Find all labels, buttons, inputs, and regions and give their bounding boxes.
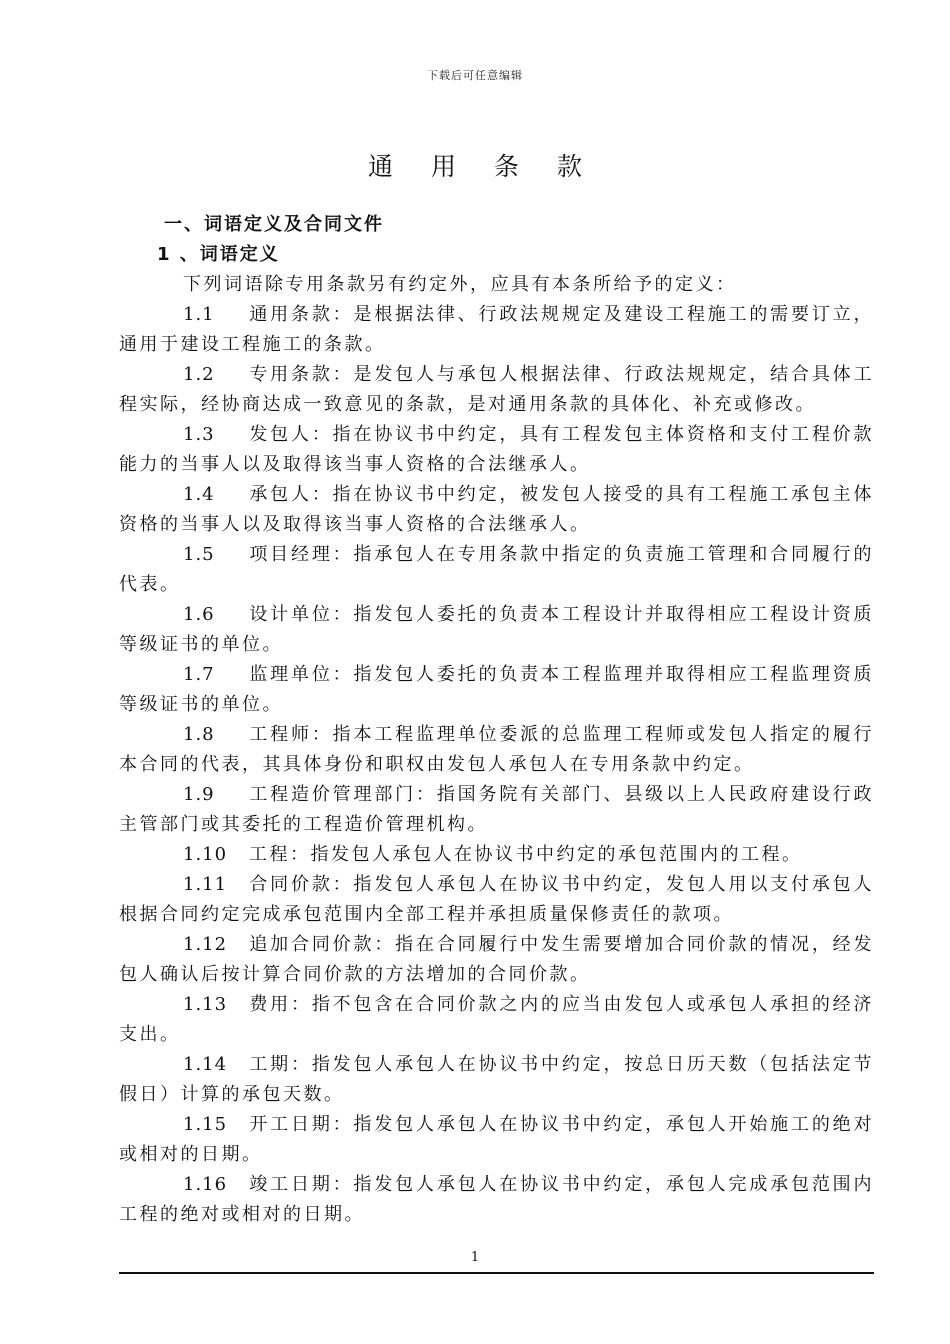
document-title: 通用条款: [367, 152, 620, 181]
clause-text: 监理单位：指发包人委托的负责本工程监理并取得相应工程监理资质等级证书的单位。: [119, 664, 874, 715]
clause-paragraph: [119, 1110, 874, 1170]
clause-paragraph: [119, 420, 874, 480]
clause-paragraph: [119, 300, 874, 360]
clause-text: 工程：指发包人承包人在协议书中约定的承包范围内的工程。: [249, 844, 803, 865]
clause-number: 1.2: [183, 364, 215, 385]
clause-text: 发包人：指在协议书中约定，具有工程发包主体资格和支付工程价款能力的当事人以及取得该当事人资格的合法继承人。: [119, 424, 874, 475]
clause-paragraph: [119, 720, 874, 780]
clause-number: 1.10: [183, 844, 228, 865]
header-note: 下载后可任意编辑: [427, 69, 523, 82]
clause-number: 1.7: [183, 664, 215, 685]
clause-number: 1.5: [183, 544, 215, 565]
clause-paragraph: [119, 870, 874, 930]
subsection-heading: 1 、词语定义: [157, 244, 280, 265]
clause-text: 竣工日期：指发包人承包人在协议书中约定，承包人完成承包范围内工程的绝对或相对的日期。: [119, 1174, 874, 1225]
clause-text: 追加合同价款：指在合同履行中发生需要增加合同价款的情况，经发包人确认后按计算合同价款的方法增加的合同价款。: [119, 934, 874, 985]
clause-text: 承包人：指在协议书中约定，被发包人接受的具有工程施工承包主体资格的当事人以及取得该当事人资格的合法继承人。: [119, 484, 874, 535]
clause-text: 通用条款：是根据法律、行政法规规定及建设工程施工的需要订立，通用于建设工程施工的条款。: [119, 304, 874, 355]
intro-paragraph: 下列词语除专用条款另有约定外，应具有本条所给予的定义：: [183, 274, 737, 295]
clause-number: 1.4: [183, 484, 215, 505]
document-body: [119, 210, 874, 1230]
clause-paragraph: [119, 1050, 874, 1110]
clause-text: 工程师：指本工程监理单位委派的总监理工程师或发包人指定的履行本合同的代表，其具体身份和职权由发包人承包人在专用条款中约定。: [119, 724, 874, 775]
clause-text: 工程造价管理部门：指国务院有关部门、县级以上人民政府建设行政主管部门或其委托的工程造价管理机构。: [119, 784, 874, 835]
clause-text: 设计单位：指发包人委托的负责本工程设计并取得相应工程设计资质等级证书的单位。: [119, 604, 874, 655]
section-heading: 一、词语定义及合同文件: [164, 214, 384, 235]
clause-list: [119, 300, 874, 1230]
clause-number: 1.12: [183, 934, 228, 955]
clause-paragraph: [119, 660, 874, 720]
clause-number: 1.11: [183, 874, 228, 895]
clause-text: 开工日期：指发包人承包人在协议书中约定，承包人开始施工的绝对或相对的日期。: [119, 1114, 874, 1165]
clause-paragraph: [119, 480, 874, 540]
clause-number: 1.6: [183, 604, 215, 625]
clause-text: 工期：指发包人承包人在协议书中约定，按总日历天数（包括法定节假日）计算的承包天数。: [119, 1054, 874, 1105]
clause-number: 1.13: [183, 994, 228, 1015]
clause-number: 1.9: [183, 784, 215, 805]
clause-paragraph: [119, 360, 874, 420]
clause-paragraph: [119, 600, 874, 660]
clause-paragraph: [119, 540, 874, 600]
clause-number: 1.3: [183, 424, 215, 445]
clause-text: 专用条款：是发包人与承包人根据法律、行政法规规定，结合具体工程实际，经协商达成一致意见的条款，是对通用条款的具体化、补充或修改。: [119, 364, 874, 415]
clause-paragraph: [119, 930, 874, 990]
clause-paragraph: [119, 1170, 874, 1230]
page-number: 1: [470, 1250, 480, 1265]
clause-text: 费用：指不包含在合同价款之内的应当由发包人或承包人承担的经济支出。: [119, 994, 874, 1045]
clause-paragraph: [119, 990, 874, 1050]
clause-number: 1.1: [183, 304, 215, 325]
clause-number: 1.8: [183, 724, 215, 745]
clause-paragraph: [119, 840, 874, 870]
clause-number: 1.15: [183, 1114, 228, 1135]
clause-number: 1.16: [183, 1174, 228, 1195]
clause-text: 项目经理：指承包人在专用条款中指定的负责施工管理和合同履行的代表。: [119, 544, 874, 595]
clause-number: 1.14: [183, 1054, 228, 1075]
footer-rule: [119, 1272, 874, 1274]
clause-text: 合同价款：指发包人承包人在协议书中约定，发包人用以支付承包人根据合同约定完成承包范围内全部工程并承担质量保修责任的款项。: [119, 874, 874, 925]
clause-paragraph: [119, 780, 874, 840]
